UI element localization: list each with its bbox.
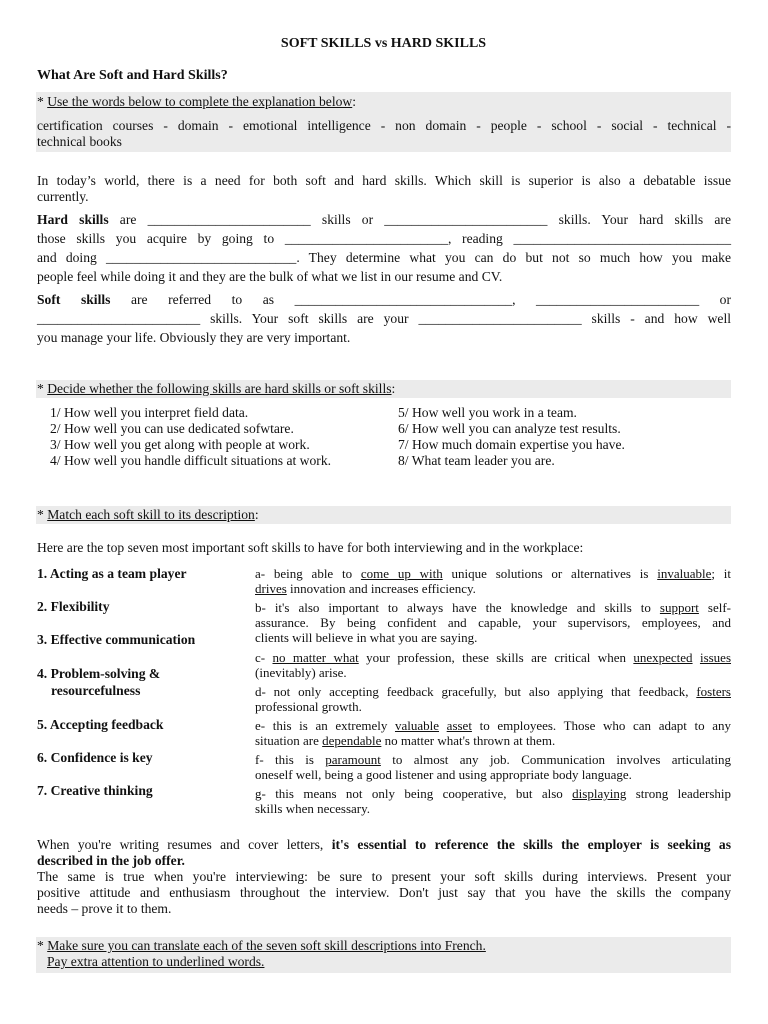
description-e: e- this is an extremely valuable asset to employees. Those who can adapt to any situation are dependable no matter what's thrown at them. [255, 718, 731, 748]
instruction-3: * Match each soft skill to its description: [37, 507, 259, 522]
list-item: 3/ How well you get along with people at work. [50, 437, 310, 452]
description-d: d- not only accepting feedback gracefully, but also applying that feedback, fosters professional growth. [255, 684, 731, 714]
page-title: SOFT SKILLS vs HARD SKILLS [280, 36, 487, 51]
description-b: b- it's also important to always have the knowledge and skills to support self- assurance. By being confident and capable, your supervisors, employees, and clients will believe in what you are saying. [255, 600, 732, 645]
list-item: 4/ How well you handle difficult situations at work. [50, 453, 332, 468]
skill-label: 2. Flexibility [37, 599, 110, 614]
instruction-1: * Use the words below to complete the explanation below: [37, 94, 357, 109]
soft-skills-paragraph: Soft skills are referred to as ________________________________, ________________________ or ________________________ skills. Your soft skills are your ________________________ skills - and how well you manage your life. Obviously they are very important. [37, 292, 731, 345]
skills-list-left [50, 405, 390, 469]
description-f: f- this is paramount to almost any job. Communication involves articulating oneself well, being a good listener and using appropriate body language. [255, 752, 731, 782]
list-item: 1/ How well you interpret field data. [50, 405, 249, 420]
skill-label: 5. Accepting feedback [37, 717, 164, 732]
list-item: 5/ How well you work in a team. [398, 405, 577, 420]
skill-label-cont: resourcefulness [51, 683, 141, 698]
description-g: g- this means not only being cooperative, but also displaying strong leadership skills when necessary. [255, 786, 731, 816]
skill-label: 1. Acting as a team player [37, 566, 187, 581]
description-c: c- no matter what your profession, these skills are critical when unexpected issues (inevitably) arise. [255, 650, 732, 680]
skills-list-right [398, 405, 731, 469]
list-item: 6/ How well you can analyze test results. [398, 421, 621, 436]
list-item: 8/ What team leader you are. [398, 453, 555, 468]
description-a: a- being able to come up with unique solutions or alternatives is invaluable; it drives innovation and increases efficiency. [255, 566, 731, 596]
skill-label: 7. Creative thinking [37, 783, 153, 798]
skill-label: 4. Problem-solving & [37, 666, 161, 681]
list-item: 2/ How well you can use dedicated sofwtare. [50, 421, 294, 436]
list-item: 7/ How much domain expertise you have. [398, 437, 625, 452]
hard-skills-paragraph: Hard skills are ________________________ skills or ________________________ skills. Your hard skills are those skills you acquire by going to ________________________, reading ________________________________ and doing ____________________________. They determine what you can do but not so much how you make people feel while doing it and they are the bulk of what we list in our resume and CV. [37, 212, 731, 284]
intro-paragraph: In today’s world, there is a need for both soft and hard skills. Which skill is superior is also a debatable issue currently. [37, 173, 731, 204]
word-bank: certification courses - domain - emotional intelligence - non domain - people - school - social - technical - technical books [37, 118, 731, 149]
instruction-2: * Decide whether the following skills are hard skills or soft skills: [37, 381, 396, 396]
instruction-4: * Make sure you can translate each of the seven soft skill descriptions into French. Pay extra attention to underlined words. [37, 938, 486, 969]
section3-intro: Here are the top seven most important soft skills to have for both interviewing and in the workplace: [37, 540, 584, 555]
skill-label: 6. Confidence is key [37, 750, 153, 765]
closing-paragraph: When you're writing resumes and cover letters, it's essential to reference the skills the employer is seeking as described in the job offer. The same is true when you're interviewing: be sure to present your soft skills during interviews. Present your positive attitude and enthusiasm throughout the interview. Don't just say that you have the skills the company needs – prove it to them. [37, 837, 732, 916]
skill-label: 3. Effective communication [37, 632, 196, 647]
section-heading: What Are Soft and Hard Skills? [37, 68, 228, 83]
